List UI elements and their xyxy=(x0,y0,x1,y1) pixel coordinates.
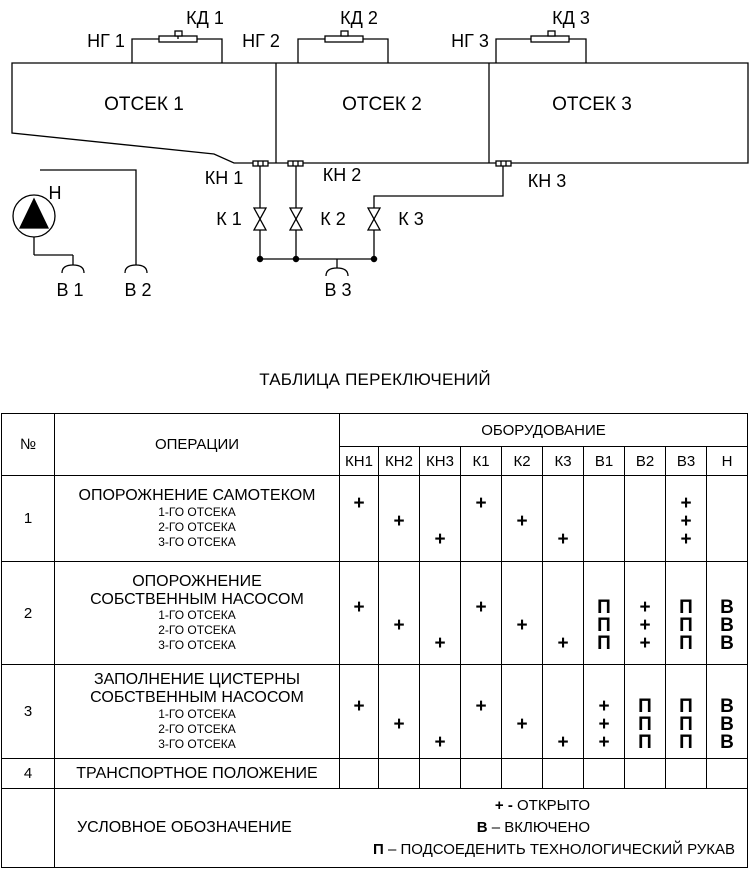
switch-mark: П xyxy=(638,731,652,753)
mark-cell-kn3 xyxy=(420,476,461,562)
mark-spacer xyxy=(356,531,361,549)
switch-mark: + xyxy=(353,492,365,514)
mark-cell-v1 xyxy=(584,759,625,789)
mark-cell-k3 xyxy=(543,665,584,759)
switch-mark: + xyxy=(393,615,405,636)
mark-cell-n xyxy=(707,562,748,665)
mark-cell-v3 xyxy=(666,562,707,665)
legend-num-cell xyxy=(2,789,55,868)
mark-cell-kn2 xyxy=(379,476,420,562)
switch-mark: + xyxy=(598,731,610,753)
mark-spacer xyxy=(478,734,483,752)
mark-spacer xyxy=(437,698,442,716)
switch-mark: + xyxy=(475,597,487,618)
switch-mark: П xyxy=(597,615,611,636)
mark-cell-kn2 xyxy=(379,759,420,789)
mark-cell-k1 xyxy=(461,665,502,759)
mark-spacer xyxy=(356,635,361,653)
legend-cell xyxy=(55,789,748,868)
table-title: ТАБЛИЦА ПЕРЕКЛЮЧЕНИЙ xyxy=(259,370,491,389)
switch-mark: В xyxy=(720,615,734,636)
mark-spacer xyxy=(519,635,524,653)
switch-mark: + xyxy=(516,510,528,532)
mark-spacer xyxy=(560,513,565,531)
mark-cell-kn3 xyxy=(420,665,461,759)
mark-cell-k2 xyxy=(502,759,543,789)
mark-spacer xyxy=(519,531,524,549)
switch-mark: + xyxy=(475,492,487,514)
mark-cell-n xyxy=(707,759,748,789)
switch-mark: + xyxy=(393,713,405,735)
operation-number: 2 xyxy=(2,562,55,665)
operation-name-cell xyxy=(55,665,340,759)
legend-on-text: – ВКЛЮЧЕНО xyxy=(491,819,591,836)
operation-title: ОПОРОЖНЕНИЕ xyxy=(132,572,262,590)
crane-1-symbol xyxy=(254,208,266,230)
mark-cell-k2 xyxy=(502,665,543,759)
fill-neck-3 xyxy=(496,31,586,63)
switch-mark: + xyxy=(639,633,651,654)
outlet-2-label: В 2 xyxy=(124,280,152,300)
pressure-valve-3-label: КД 3 xyxy=(552,8,590,28)
header-col-k2: К2 xyxy=(502,447,543,476)
operation-name-cell xyxy=(55,759,340,789)
switch-mark: + xyxy=(680,528,692,550)
bottom-valve-1-label: КН 1 xyxy=(204,168,244,188)
mark-cell-k2 xyxy=(502,476,543,562)
operation-row xyxy=(2,476,748,562)
header-col-v1: В1 xyxy=(584,447,625,476)
bottom-valve-1-symbol xyxy=(253,161,268,166)
switch-mark: В xyxy=(720,731,734,753)
switch-mark: П xyxy=(679,633,693,654)
switch-mark: + xyxy=(639,615,651,636)
operation-subtitle: 3-ГО ОТСЕКА xyxy=(158,638,236,653)
switch-mark: + xyxy=(598,713,610,735)
mark-cell-v3 xyxy=(666,759,707,789)
switch-mark: П xyxy=(597,597,611,618)
legend-connect-symbol: П xyxy=(372,841,384,858)
mark-spacer xyxy=(478,513,483,531)
mark-cell-k2 xyxy=(502,562,543,665)
pump-label: Н xyxy=(48,183,62,203)
legend-lines xyxy=(373,795,735,861)
switch-mark: + xyxy=(434,528,446,550)
operation-row xyxy=(2,759,748,789)
mark-spacer xyxy=(437,513,442,531)
operation-number: 3 xyxy=(2,665,55,759)
bottom-valve-3-symbol xyxy=(496,161,511,166)
switch-mark: П xyxy=(638,695,652,717)
fill-neck-1 xyxy=(132,31,222,63)
switch-mark: В xyxy=(720,695,734,717)
header-col-n: Н xyxy=(707,447,748,476)
pump-symbol xyxy=(13,170,147,273)
mark-spacer xyxy=(356,734,361,752)
header-num: № xyxy=(2,414,55,476)
mark-spacer xyxy=(396,635,401,653)
mark-cell-kn1 xyxy=(340,759,379,789)
switch-mark: + xyxy=(434,731,446,753)
mark-cell-k3 xyxy=(543,759,584,789)
operation-subtitle: 3-ГО ОТСЕКА xyxy=(158,736,236,751)
mark-spacer xyxy=(437,716,442,734)
mark-cell-v1 xyxy=(584,562,625,665)
header-col-kn1: КН1 xyxy=(340,447,379,476)
header-col-k3: К3 xyxy=(543,447,584,476)
fill-neck-2-label: НГ 2 xyxy=(242,31,280,51)
mark-spacer xyxy=(519,698,524,716)
switch-mark: + xyxy=(680,492,692,514)
switch-mark: П xyxy=(679,597,693,618)
legend-open-symbol: + - xyxy=(494,797,513,814)
switch-mark: + xyxy=(516,713,528,735)
mark-cell-kn3 xyxy=(420,759,461,789)
header-row-top xyxy=(2,414,748,447)
switch-mark: В xyxy=(720,597,734,618)
operation-subtitle: 2-ГО ОТСЕКА xyxy=(158,519,236,534)
mark-spacer xyxy=(478,635,483,653)
mark-cell-kn1 xyxy=(340,562,379,665)
operation-row xyxy=(2,665,748,759)
switch-mark: П xyxy=(679,695,693,717)
operation-title: СОБСТВЕННЫМ НАСОСОМ xyxy=(90,689,304,706)
mark-cell-n xyxy=(707,476,748,562)
mark-spacer xyxy=(560,698,565,716)
operation-title: ОПОРОЖНЕНИЕ САМОТЕКОМ xyxy=(78,487,316,505)
header-col-v2: В2 xyxy=(625,447,666,476)
legend-connect-text: – ПОДСОЕДЕНИТЬ ТЕХНОЛОГИЧЕСКИЙ РУКАВ xyxy=(387,841,736,858)
mark-cell-v3 xyxy=(666,476,707,562)
switch-mark: + xyxy=(680,510,692,532)
mark-cell-k3 xyxy=(543,562,584,665)
operation-name-cell xyxy=(55,562,340,665)
mark-spacer xyxy=(396,698,401,716)
crane-2-label: К 2 xyxy=(320,209,346,229)
switch-mark: + xyxy=(353,695,365,717)
mark-spacer xyxy=(478,716,483,734)
mark-cell-k1 xyxy=(461,759,502,789)
header-equipment: ОБОРУДОВАНИЕ xyxy=(340,414,748,447)
mark-spacer xyxy=(396,495,401,513)
mark-cell-v2 xyxy=(625,562,666,665)
mark-cell-kn2 xyxy=(379,665,420,759)
switch-mark: + xyxy=(475,695,487,717)
outlet-1-label: В 1 xyxy=(56,280,84,300)
mark-cell-v2 xyxy=(625,665,666,759)
outlet-3-label: В 3 xyxy=(324,280,352,300)
switch-mark: В xyxy=(720,633,734,654)
switch-mark: П xyxy=(679,713,693,735)
mark-spacer xyxy=(478,531,483,549)
legend-row xyxy=(2,789,748,868)
operation-number: 4 xyxy=(2,759,55,789)
pressure-valve-2-label: КД 2 xyxy=(340,8,378,28)
operation-title: СОБСТВЕННЫМ НАСОСОМ xyxy=(90,590,304,608)
legend-on-symbol: В xyxy=(476,819,488,836)
header-col-v3: В3 xyxy=(666,447,707,476)
tank-schematic xyxy=(0,0,750,330)
header-operations: ОПЕРАЦИИ xyxy=(55,414,340,476)
operation-number: 1 xyxy=(2,476,55,562)
switch-mark: П xyxy=(597,633,611,654)
mark-cell-kn2 xyxy=(379,562,420,665)
switch-mark: П xyxy=(679,731,693,753)
mark-cell-kn1 xyxy=(340,665,379,759)
crane-1-label: К 1 xyxy=(216,209,242,229)
fill-neck-2 xyxy=(298,31,388,63)
operation-subtitle: 1-ГО ОТСЕКА xyxy=(158,504,236,519)
switch-mark: + xyxy=(557,633,569,654)
mark-spacer xyxy=(356,513,361,531)
bottom-valve-2-symbol xyxy=(288,161,303,166)
operation-title: ТРАНСПОРТНОЕ ПОЛОЖЕНИЕ xyxy=(76,764,318,782)
switch-table xyxy=(1,413,748,868)
compartment-1-label: ОТСЕК 1 xyxy=(104,94,184,115)
header-col-k1: К1 xyxy=(461,447,502,476)
fill-neck-1-label: НГ 1 xyxy=(87,31,125,51)
mark-spacer xyxy=(396,734,401,752)
operation-subtitle: 2-ГО ОТСЕКА xyxy=(158,721,236,736)
crane-3-label: К 3 xyxy=(398,209,424,229)
legend-open-text: ОТКРЫТО xyxy=(517,797,591,814)
mark-spacer xyxy=(356,716,361,734)
switch-mark: + xyxy=(393,510,405,532)
mark-cell-n xyxy=(707,665,748,759)
bottom-valve-2-label: КН 2 xyxy=(322,165,362,185)
operation-row xyxy=(2,562,748,665)
crane-2-symbol xyxy=(290,208,302,230)
header-col-kn3: КН3 xyxy=(420,447,461,476)
mark-cell-v1 xyxy=(584,665,625,759)
crane-3-symbol xyxy=(368,208,380,230)
switch-mark: + xyxy=(557,731,569,753)
fill-neck-3-label: НГ 3 xyxy=(451,31,489,51)
mark-cell-v2 xyxy=(625,476,666,562)
mark-spacer xyxy=(519,734,524,752)
switch-mark: + xyxy=(353,597,365,618)
mark-cell-kn3 xyxy=(420,562,461,665)
bottom-valve-3-label: КН 3 xyxy=(527,171,567,191)
operation-subtitle: 3-ГО ОТСЕКА xyxy=(158,534,236,549)
switch-mark: + xyxy=(598,695,610,717)
operation-subtitle: 1-ГО ОТСЕКА xyxy=(158,706,236,721)
legend-label: УСЛОВНОЕ ОБОЗНАЧЕНИЕ xyxy=(77,819,292,836)
mark-cell-kn1 xyxy=(340,476,379,562)
compartment-2-label: ОТСЕК 2 xyxy=(342,94,422,115)
mark-spacer xyxy=(437,495,442,513)
mark-cell-k1 xyxy=(461,562,502,665)
operation-subtitle: 1-ГО ОТСЕКА xyxy=(158,608,236,623)
operation-title: ЗАПОЛНЕНИЕ ЦИСТЕРНЫ xyxy=(93,671,300,689)
switch-mark: П xyxy=(679,615,693,636)
mark-cell-k3 xyxy=(543,476,584,562)
operation-name-cell xyxy=(55,476,340,562)
switch-mark: В xyxy=(720,713,734,735)
switch-mark: + xyxy=(557,528,569,550)
compartment-3-label: ОТСЕК 3 xyxy=(552,94,632,115)
switch-mark: П xyxy=(638,713,652,735)
mark-spacer xyxy=(519,495,524,513)
switch-mark: + xyxy=(434,633,446,654)
header-col-kn2: КН2 xyxy=(379,447,420,476)
mark-spacer xyxy=(560,716,565,734)
mark-spacer xyxy=(396,531,401,549)
mark-cell-v2 xyxy=(625,759,666,789)
mark-cell-v3 xyxy=(666,665,707,759)
mark-cell-v1 xyxy=(584,476,625,562)
mark-cell-k1 xyxy=(461,476,502,562)
pressure-valve-1-label: КД 1 xyxy=(186,8,224,28)
mark-spacer xyxy=(560,495,565,513)
switch-mark: + xyxy=(516,615,528,636)
operation-subtitle: 2-ГО ОТСЕКА xyxy=(158,623,236,638)
switch-mark: + xyxy=(639,597,651,618)
